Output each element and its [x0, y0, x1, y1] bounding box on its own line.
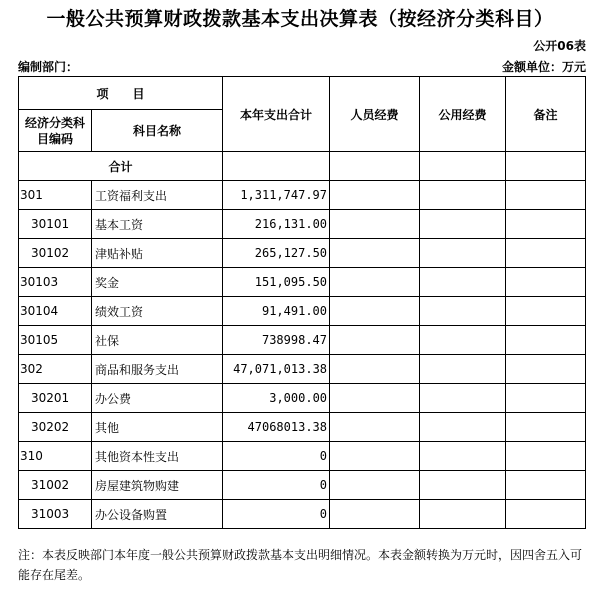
row-remark — [506, 413, 586, 442]
row-personnel — [330, 500, 420, 529]
total-row-personnel — [330, 152, 420, 181]
header-total: 本年支出合计 — [223, 77, 330, 152]
row-public — [420, 181, 506, 210]
row-code: 30102 — [19, 239, 92, 268]
total-row-public — [420, 152, 506, 181]
row-personnel — [330, 326, 420, 355]
total-row-amount — [223, 152, 330, 181]
row-code: 30104 — [19, 297, 92, 326]
row-public — [420, 471, 506, 500]
row-remark — [506, 268, 586, 297]
row-personnel — [330, 239, 420, 268]
row-total: 738998.47 — [223, 326, 330, 355]
row-public — [420, 442, 506, 471]
row-code: 310 — [19, 442, 92, 471]
row-public — [420, 500, 506, 529]
row-total: 47068013.38 — [223, 413, 330, 442]
header-code: 经济分类科目编码 — [19, 110, 92, 152]
row-total: 91,491.00 — [223, 297, 330, 326]
table-row — [19, 355, 586, 384]
row-remark — [506, 181, 586, 210]
row-remark — [506, 239, 586, 268]
row-personnel — [330, 210, 420, 239]
row-personnel — [330, 384, 420, 413]
row-code: 31003 — [19, 500, 92, 529]
header-item-group: 项 目 — [19, 77, 223, 110]
row-name: 其他资本性支出 — [92, 442, 223, 471]
page-title: 一般公共预算财政拨款基本支出决算表（按经济分类科目） — [46, 8, 554, 30]
row-name: 奖金 — [92, 268, 223, 297]
row-remark — [506, 297, 586, 326]
row-remark — [506, 210, 586, 239]
row-public — [420, 413, 506, 442]
row-code: 302 — [19, 355, 92, 384]
expenditure-table — [18, 76, 586, 529]
row-total: 3,000.00 — [223, 384, 330, 413]
row-personnel — [330, 413, 420, 442]
row-public — [420, 297, 506, 326]
row-personnel — [330, 442, 420, 471]
row-public — [420, 326, 506, 355]
row-name: 其他 — [92, 413, 223, 442]
row-remark — [506, 500, 586, 529]
total-row — [19, 152, 586, 181]
row-total: 1,311,747.97 — [223, 181, 330, 210]
row-total: 0 — [223, 442, 330, 471]
table-row — [19, 210, 586, 239]
header-personnel: 人员经费 — [330, 77, 420, 152]
row-code: 30103 — [19, 268, 92, 297]
row-code: 30202 — [19, 413, 92, 442]
row-personnel — [330, 297, 420, 326]
table-row — [19, 413, 586, 442]
footnote: 注：本表反映部门本年度一般公共预算财政拨款基本支出明细情况。本表金额转换为万元时，因四舍五入可能存在尾差。 — [18, 548, 583, 582]
row-public — [420, 384, 506, 413]
table-row — [19, 384, 586, 413]
table-row — [19, 268, 586, 297]
table-row — [19, 326, 586, 355]
row-total: 265,127.50 — [223, 239, 330, 268]
row-personnel — [330, 268, 420, 297]
row-public — [420, 239, 506, 268]
table-row — [19, 181, 586, 210]
table-row — [19, 239, 586, 268]
row-total: 0 — [223, 471, 330, 500]
row-remark — [506, 384, 586, 413]
row-personnel — [330, 181, 420, 210]
table-row — [19, 500, 586, 529]
row-name: 商品和服务支出 — [92, 355, 223, 384]
row-public — [420, 268, 506, 297]
form-number: 公开06表 — [533, 39, 586, 53]
row-total: 216,131.00 — [223, 210, 330, 239]
row-remark — [506, 326, 586, 355]
row-total: 151,095.50 — [223, 268, 330, 297]
row-code: 30101 — [19, 210, 92, 239]
header-name: 科目名称 — [92, 110, 223, 152]
header-row-1 — [19, 77, 586, 110]
total-row-label: 合计 — [19, 152, 223, 181]
row-name: 办公设备购置 — [92, 500, 223, 529]
row-total: 47,071,013.38 — [223, 355, 330, 384]
total-row-remark — [506, 152, 586, 181]
row-code: 30201 — [19, 384, 92, 413]
row-code: 301 — [19, 181, 92, 210]
row-total: 0 — [223, 500, 330, 529]
row-name: 办公费 — [92, 384, 223, 413]
row-name: 绩效工资 — [92, 297, 223, 326]
header-remark: 备注 — [506, 77, 586, 152]
row-personnel — [330, 471, 420, 500]
row-public — [420, 355, 506, 384]
row-remark — [506, 471, 586, 500]
row-name: 津贴补贴 — [92, 239, 223, 268]
row-personnel — [330, 355, 420, 384]
table-row — [19, 442, 586, 471]
department-label: 编制部门： — [18, 60, 79, 74]
row-remark — [506, 442, 586, 471]
row-code: 31002 — [19, 471, 92, 500]
row-code: 30105 — [19, 326, 92, 355]
header-public: 公用经费 — [420, 77, 506, 152]
row-public — [420, 210, 506, 239]
row-name: 房屋建筑物购建 — [92, 471, 223, 500]
row-name: 基本工资 — [92, 210, 223, 239]
row-remark — [506, 355, 586, 384]
row-name: 工资福利支出 — [92, 181, 223, 210]
unit-label: 金额单位：万元 — [501, 60, 586, 74]
row-name: 社保 — [92, 326, 223, 355]
table-row — [19, 471, 586, 500]
table-row — [19, 297, 586, 326]
